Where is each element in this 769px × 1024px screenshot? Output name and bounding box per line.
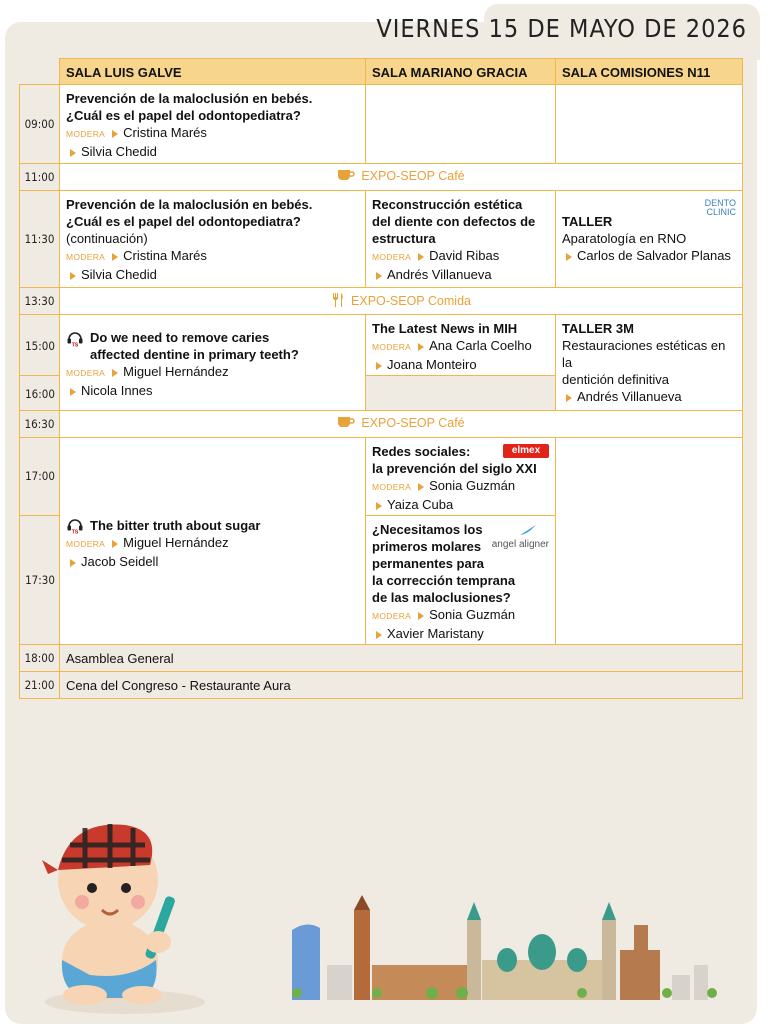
- session-title: Prevención de la maloclusión en bebés.: [66, 197, 313, 212]
- headphones-ts-icon: [66, 516, 84, 534]
- moderator-line: [372, 606, 549, 625]
- modera-label: MODERA: [66, 539, 106, 549]
- column-header: SALA MARIANO GRACIA: [365, 58, 555, 84]
- moderator-name: Ana Carla Coelho: [429, 338, 532, 353]
- time-label: 15:00: [25, 339, 55, 353]
- modera-label: MODERA: [372, 252, 412, 262]
- session-title: de las maloclusiones?: [372, 590, 511, 605]
- speaker-name: Joana Monteiro: [387, 357, 477, 372]
- break-cell: [59, 164, 743, 190]
- fork-knife-icon: [331, 293, 345, 307]
- time-label: 13:30: [19, 288, 59, 314]
- session-title: TALLER: [562, 214, 613, 229]
- moderator-line: [372, 337, 549, 356]
- triangle-bullet-icon: [112, 369, 118, 377]
- session-title: la corrección temprana: [372, 573, 516, 588]
- break-cell: [59, 288, 743, 314]
- time-column: [19, 438, 59, 644]
- session-cell: [59, 85, 365, 163]
- moderator-name: Miguel Hernández: [123, 535, 229, 550]
- coffee-cup-icon: [337, 416, 355, 428]
- moderator-line: [372, 247, 549, 266]
- session-title: The bitter truth about sugar: [90, 517, 261, 533]
- speaker-line: [66, 553, 359, 570]
- triangle-bullet-icon: [70, 559, 76, 567]
- time-header: [19, 58, 59, 84]
- angel-wing-icon: [519, 524, 537, 536]
- session-title: Redes sociales:: [372, 444, 471, 459]
- table-row: [19, 437, 743, 644]
- dento-clinic-logo: [705, 199, 736, 217]
- time-label: 16:00: [25, 387, 55, 401]
- triangle-bullet-icon: [418, 483, 424, 491]
- moderator-line: [66, 534, 359, 553]
- time-label: 21:00: [19, 672, 59, 698]
- divider: [20, 375, 59, 376]
- session-title: Prevención de la maloclusión en bebés.: [66, 91, 313, 106]
- divider: [20, 515, 59, 516]
- speaker-name: Andrés Villanueva: [387, 267, 492, 282]
- triangle-bullet-icon: [566, 394, 572, 402]
- session-subtitle: Restauraciones estéticas en la: [562, 338, 726, 370]
- moderator-name: Cristina Marés: [123, 125, 207, 140]
- time-label: 17:30: [25, 573, 55, 587]
- session-cell: [555, 315, 743, 410]
- triangle-bullet-icon: [376, 631, 382, 639]
- empty-cell: [366, 375, 555, 410]
- session-title: permanentes para: [372, 556, 484, 571]
- headphones-ts-icon: [66, 329, 84, 347]
- moderator-name: Cristina Marés: [123, 248, 207, 263]
- speaker-name: Silvia Chedid: [81, 144, 157, 159]
- empty-cell: [555, 85, 743, 163]
- speaker-name: Jacob Seidell: [81, 554, 159, 569]
- baby-illustration: [30, 810, 230, 1020]
- moderator-name: Sonia Guzmán: [429, 607, 516, 622]
- triangle-bullet-icon: [70, 149, 76, 157]
- triangle-bullet-icon: [112, 540, 118, 548]
- session-title: Do we need to remove caries: [90, 330, 270, 345]
- speaker-name: Silvia Chedid: [81, 267, 157, 282]
- speaker-name: Nicola Innes: [81, 383, 153, 398]
- event-cell: Cena del Congreso - Restaurante Aura: [59, 672, 743, 698]
- triangle-bullet-icon: [112, 130, 118, 138]
- logo-text: DENTO: [704, 198, 736, 208]
- coffee-cup-icon: [337, 169, 355, 181]
- table-header-row: [19, 58, 743, 84]
- session-subtitle: dentición definitiva: [562, 372, 669, 387]
- triangle-bullet-icon: [376, 362, 382, 370]
- moderator-line: [66, 124, 359, 143]
- session-cell: [555, 191, 743, 287]
- session-title: ¿Cuál es el papel del odontopediatra?: [66, 214, 301, 229]
- session-title: affected dentine in primary teeth?: [90, 347, 299, 362]
- speaker-name: Carlos de Salvador Planas: [577, 248, 731, 263]
- speaker-line: [372, 625, 549, 642]
- speaker-name: Andrés Villanueva: [577, 389, 682, 404]
- break-label: EXPO-SEOP Café: [361, 169, 465, 183]
- triangle-bullet-icon: [112, 253, 118, 261]
- modera-label: MODERA: [372, 611, 412, 621]
- moderator-name: Miguel Hernández: [123, 364, 229, 379]
- break-row: [19, 410, 743, 437]
- speaker-line: [562, 388, 736, 405]
- break-label: EXPO-SEOP Café: [361, 416, 465, 430]
- session-cell: [366, 515, 555, 644]
- triangle-bullet-icon: [566, 253, 572, 261]
- city-skyline-illustration: [282, 890, 722, 1005]
- triangle-bullet-icon: [418, 343, 424, 351]
- triangle-bullet-icon: [376, 272, 382, 280]
- modera-label: MODERA: [66, 368, 106, 378]
- speaker-line: [66, 266, 359, 283]
- session-cell: [365, 191, 555, 287]
- speaker-line: [372, 356, 549, 373]
- time-label: 16:30: [19, 411, 59, 437]
- triangle-bullet-icon: [418, 612, 424, 620]
- elmex-logo: elmex: [503, 444, 549, 458]
- page-date: VIERNES 15 DE MAYO DE 2026: [376, 14, 747, 43]
- session-cell: [366, 315, 555, 375]
- session-cell: [59, 438, 365, 644]
- time-label: 11:00: [19, 164, 59, 190]
- break-row: [19, 287, 743, 314]
- logo-text: CLINIC: [706, 207, 736, 217]
- empty-cell: [555, 438, 743, 644]
- session-title: TALLER 3M: [562, 321, 634, 336]
- session-column: [365, 315, 555, 410]
- session-title: del diente con defectos de: [372, 214, 536, 229]
- session-subtitle: Aparatología en RNO: [562, 231, 687, 246]
- speaker-name: Xavier Maristany: [387, 626, 484, 641]
- empty-cell: [365, 85, 555, 163]
- moderator-line: [66, 247, 359, 266]
- speaker-line: [372, 266, 549, 283]
- time-label: 09:00: [19, 85, 59, 163]
- session-title: The Latest News in MIH: [372, 321, 518, 336]
- break-label: EXPO-SEOP Comida: [351, 294, 471, 308]
- table-row: [19, 314, 743, 410]
- triangle-bullet-icon: [70, 388, 76, 396]
- speaker-line: [66, 382, 359, 399]
- time-label: 17:00: [25, 469, 55, 483]
- session-title-block: [66, 516, 359, 534]
- speaker-line: [562, 247, 736, 264]
- modera-label: MODERA: [372, 482, 412, 492]
- table-row: [19, 84, 743, 163]
- moderator-line: [372, 477, 549, 496]
- triangle-bullet-icon: [376, 502, 382, 510]
- session-cell: [59, 315, 365, 410]
- break-cell: [59, 411, 743, 437]
- time-column: [19, 315, 59, 410]
- table-row: [19, 644, 743, 671]
- moderator-name: Sonia Guzmán: [429, 478, 516, 493]
- triangle-bullet-icon: [70, 272, 76, 280]
- session-title: primeros molares: [372, 539, 482, 554]
- moderator-name: David Ribas: [429, 248, 500, 263]
- speaker-line: [66, 143, 359, 160]
- event-cell: Asamblea General: [59, 645, 743, 671]
- column-header: SALA COMISIONES N11: [555, 58, 743, 84]
- session-column: [365, 438, 555, 644]
- column-header: SALA LUIS GALVE: [59, 58, 365, 84]
- session-title: ¿Necesitamos los: [372, 522, 483, 537]
- break-row: [19, 163, 743, 190]
- logo-text: angel aligner: [491, 539, 549, 550]
- session-title: estructura: [372, 231, 436, 246]
- svg-text:TS: TS: [71, 529, 79, 534]
- time-label: 18:00: [19, 645, 59, 671]
- session-note: (continuación): [66, 231, 148, 246]
- moderator-line: [66, 363, 359, 382]
- table-row: [19, 671, 743, 699]
- schedule-table: [19, 58, 743, 699]
- triangle-bullet-icon: [418, 253, 424, 261]
- session-title: Reconstrucción estética: [372, 197, 523, 212]
- modera-label: MODERA: [66, 252, 106, 262]
- session-title: la prevención del siglo XXI: [372, 461, 537, 476]
- table-row: [19, 190, 743, 287]
- session-cell: [366, 438, 555, 515]
- session-title-block: [66, 329, 359, 363]
- svg-text:TS: TS: [71, 342, 79, 347]
- angel-aligner-logo: [492, 524, 549, 553]
- speaker-name: Yaiza Cuba: [387, 497, 454, 512]
- speaker-line: [372, 496, 549, 513]
- modera-label: MODERA: [372, 342, 412, 352]
- session-title: ¿Cuál es el papel del odontopediatra?: [66, 108, 301, 123]
- session-cell: [59, 191, 365, 287]
- time-label: 11:30: [19, 191, 59, 287]
- modera-label: MODERA: [66, 129, 106, 139]
